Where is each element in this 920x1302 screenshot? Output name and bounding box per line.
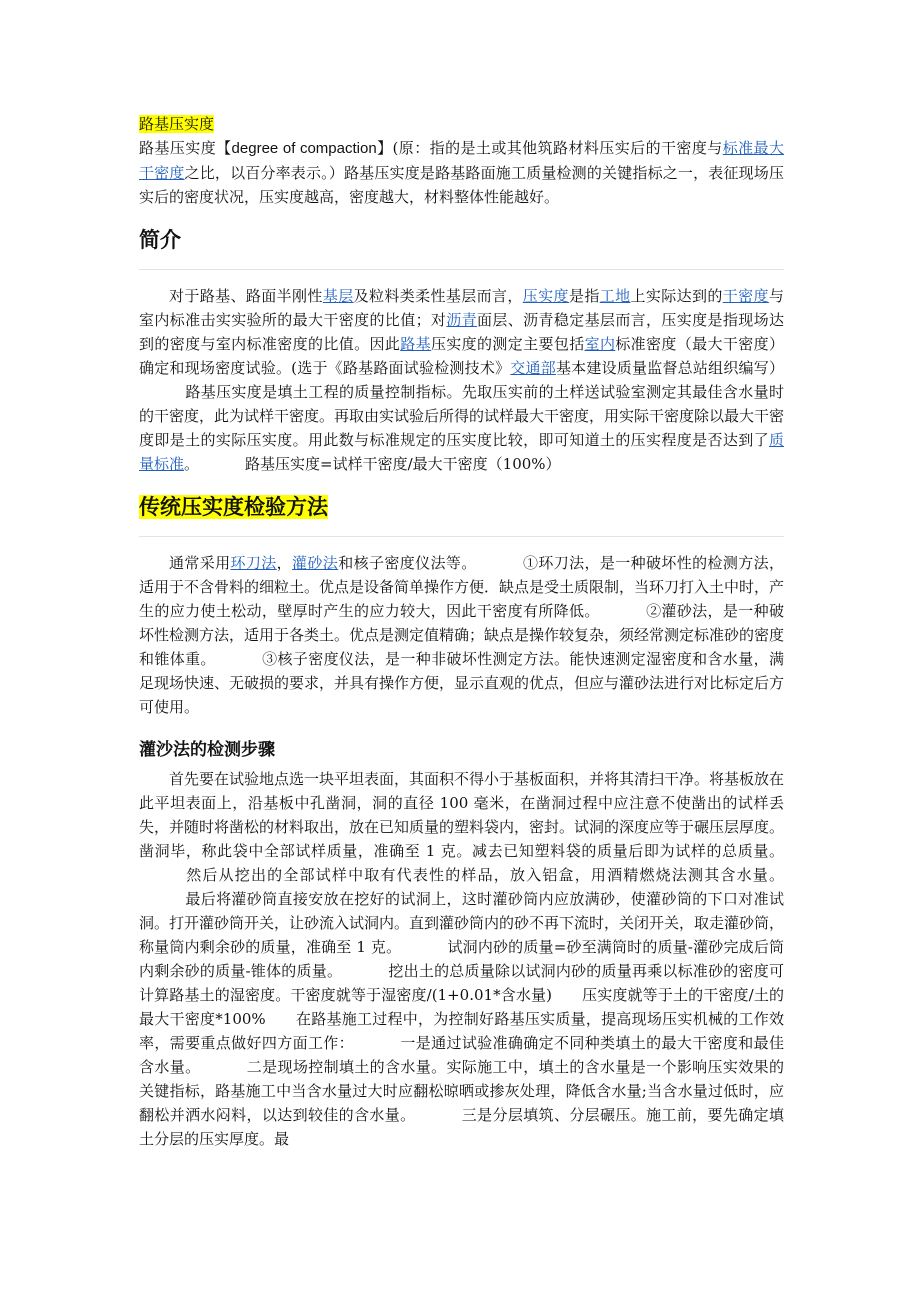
text-run: 路基压实度是填土工程的质量控制指标。先取压实前的土样送试验室测定其最佳含水量时的干密度，此为试样干密度。再取由实试验后所得的试样最大干密度，用实际干密度除以最大干密度即是土的实际压实度。用此数与标准规定的压实度比较，即可知道土的压实程度是否达到了 <box>139 383 785 449</box>
intro-section-paragraph <box>139 284 784 476</box>
text-run: 路基压实度=试样干密度/最大干密度（100%） <box>245 455 561 473</box>
text-run: 及粒料类柔性基层而言， <box>353 287 523 305</box>
link-site[interactable]: 工地 <box>599 287 631 305</box>
text-run: 压实度的测定主要包括 <box>430 335 585 353</box>
link-base-layer[interactable]: 基层 <box>322 287 354 305</box>
text-run: 。 <box>184 455 200 473</box>
text-run: 然后从挖出的全部试样中取有代表性的样品，放入铝盒，用酒精燃烧法测其含水量。 <box>185 866 784 884</box>
document-title-line <box>139 112 784 136</box>
text-run: 上实际达到的 <box>630 287 723 305</box>
text-run: ③核子密度仪法，是一种非破坏性测定方法。能快速测定湿密度和含水量，满足现场快速、无破损的要求，并具有操作方便，显示直观的优点，但应与灌砂法进行对比标定后方可使用。 <box>139 650 785 716</box>
text-run: 最后将灌砂筒直接安放在挖好的试洞上，这时灌砂筒内应放满砂，使灌砂筒的下口对准试洞。打开灌砂筒开关，让砂流入试洞内。直到灌砂筒内的砂不再下流时，关闭开关，取走灌砂筒，称量筒内剩余砂的质量，准确至 1 克。 <box>139 890 785 956</box>
intro-paragraph <box>139 136 784 209</box>
text-run: 基本建设质量监督总站组织编写） <box>555 359 784 377</box>
text-run: 标准密度（最大干密度）确定和现场密度试验。(选于《路基路面试验检测技术》 <box>139 335 784 377</box>
link-sand-cone-method[interactable]: 灌砂法 <box>292 554 339 572</box>
section-divider <box>139 536 784 537</box>
intro-term: 路基压实度 <box>139 139 217 157</box>
text-run: 通常采用 <box>169 554 231 572</box>
link-subgrade[interactable]: 路基 <box>400 335 431 353</box>
section-heading-intro: 简介 <box>139 228 181 252</box>
section-heading-traditional <box>139 492 784 522</box>
traditional-methods-paragraph <box>139 551 784 719</box>
link-ring-knife-method[interactable]: 环刀法 <box>230 554 277 572</box>
link-quality-standard[interactable]: 质量标准 <box>139 431 784 473</box>
text-run: ， <box>276 554 293 572</box>
intro-english-term: 【degree of compaction】 <box>216 140 393 157</box>
text-run: 挖出土的总质量除以试洞内砂的质量再乘以标准砂的密度可计算路基土的湿密度。干密度就等于湿密度/(1+0.01*含水量) <box>139 962 784 1004</box>
link-dry-density[interactable]: 干密度 <box>722 287 769 305</box>
text-run: 首先要在试验地点选一块平坦表面，其面积不得小于基板面积，并将其清扫干净。将基板放在此平坦表面上，沿基板中孔凿洞，洞的直径 100 毫米，在凿洞过程中应注意不使凿出的试样丢失，并随时将凿松的材料取出，放在已知质量的塑料袋内，密封。试洞的深度应等于碾压层厚度。凿洞毕，称此袋中全部试样质量，准确至 1 克。减去已知塑料袋的质量后即为试样的总质量。 <box>139 770 785 860</box>
text-run: 面层、沥青稳定基层而言，压实度是指现场达到的密度与室内标准密度的比值。因此 <box>139 311 784 353</box>
link-ministry[interactable]: 交通部 <box>510 359 556 377</box>
text-run: 二是现场控制填土的含水量。实际施工中，填土的含水量是一个影响压实效果的关键指标，路基施工中当含水量过大时应翻松晾晒或掺灰处理，降低含水量;当含水量过低时，应翻松并洒水闷料，以达到较佳的含水量。 <box>139 1058 784 1124</box>
text-run: 压实度就等于土的干密度/土的最大干密度*100% <box>139 986 784 1028</box>
sand-method-paragraph <box>139 767 784 1151</box>
text-run: ②灌砂法，是一种破坏性检测方法，适用于各类土。优点是测定值精确；缺点是操作较复杂，须经常测定标准砂的密度和锥体重。 <box>139 602 785 668</box>
text-run: 和核子密度仪法等。 <box>338 554 477 572</box>
text-run: 在路基施工过程中，为控制好路基压实质量，提高现场压实机械的工作效率，需要重点做好四方面工作： <box>139 1010 784 1052</box>
text-run: 是指 <box>568 287 600 305</box>
section-heading-sand-method-steps: 灌沙法的检测步骤 <box>139 740 275 760</box>
section-divider <box>139 269 784 270</box>
link-asphalt[interactable]: 沥青 <box>446 311 478 329</box>
text-run: ①环刀法，是一种破坏性的检测方法，适用于不含骨料的细粒土。优点是设备简单操作方便．缺点是受土质限制，当环刀打入土中时，产生的应力使土松动，壁厚时产生的应力较大，因此干密度有所降低。 <box>139 554 785 620</box>
text-run: 一是通过试验准确确定不同种类填土的最大干密度和最佳含水量。 <box>139 1034 784 1076</box>
text-run: 三是分层填筑、分层碾压。施工前，要先确定填土分层的压实厚度。最 <box>139 1106 784 1148</box>
text-run: 与室内标准击实实验所的最大干密度的比值；对 <box>139 287 784 329</box>
intro-text-1: (原：指的是土或其他筑路材料压实后的干密度与 <box>392 139 723 157</box>
intro-text-2: 之比，以百分率表示。）路基压实度是路基路面施工质量检测的关键指标之一，表征现场压实后的密度状况，压实度越高，密度越大，材料整体性能越好。 <box>139 164 784 206</box>
text-run: 试洞内砂的质量=砂至满筒时的质量-灌砂完成后筒内剩余砂的质量-锥体的质量。 <box>139 938 784 980</box>
document-page <box>139 112 784 1151</box>
document-title: 路基压实度 <box>139 115 215 133</box>
link-max-dry-density[interactable]: 标准最大干密度 <box>139 139 784 182</box>
link-indoor[interactable]: 室内 <box>584 335 616 353</box>
section-heading-text: 传统压实度检验方法 <box>139 495 328 519</box>
link-compaction[interactable]: 压实度 <box>522 287 569 305</box>
text-run: 对于路基、路面半刚性 <box>169 287 323 305</box>
